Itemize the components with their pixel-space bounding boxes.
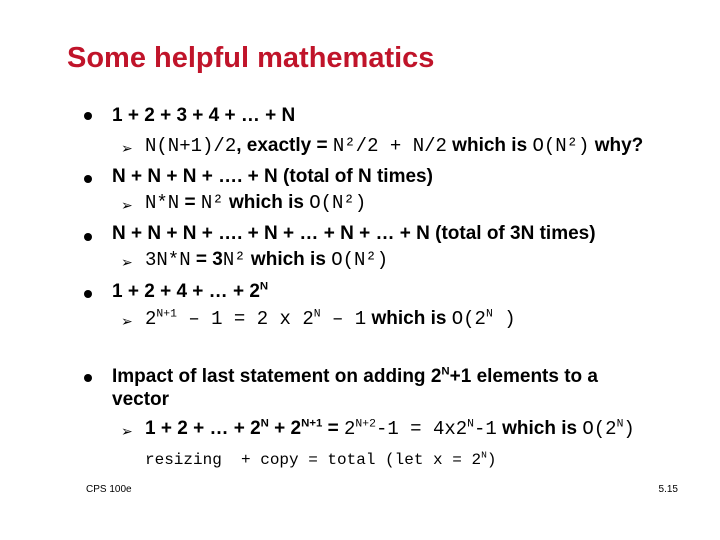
superscript: N+1 [301, 417, 323, 430]
superscript: N [260, 417, 269, 430]
item-3-sub [145, 249, 388, 271]
item-1-main: 1 + 2 + 3 + 4 + … + N [112, 105, 296, 126]
item-4-sub [145, 308, 516, 330]
text: which is [223, 192, 310, 213]
formula: $2^{N+2}-1 = 4x2^N-1$ [344, 418, 497, 440]
formula: N²/2 + N/2 [332, 135, 447, 157]
big-o: O(N²) [309, 192, 367, 214]
formula: N*N [145, 192, 180, 214]
text: which is [496, 418, 583, 439]
item-5-main [112, 366, 598, 388]
arrow-icon: ➢ [121, 140, 133, 156]
formula: N² [200, 192, 224, 214]
formula: 3N*N [145, 249, 191, 271]
bullet-icon [84, 112, 92, 120]
text: + 2 [268, 418, 302, 439]
text: which is [245, 249, 332, 270]
item-2-main: N + N + N + …. + N (total of N times) [112, 166, 433, 187]
slide-title: Some helpful mathematics [67, 42, 435, 74]
text: = 3 [190, 249, 223, 270]
text: 1 + 2 + … + 2 [145, 418, 261, 439]
item-3-main: N + N + N + …. + N + … + N + … + N (total of 3N times) [112, 223, 596, 244]
text: which is [366, 308, 452, 329]
text: = [179, 192, 201, 213]
superscript: N [259, 280, 269, 293]
bullet-icon [84, 175, 92, 183]
bullet-icon [84, 374, 92, 382]
text: why? [589, 135, 644, 156]
item-1-sub [145, 135, 643, 157]
bullet-icon [84, 290, 92, 298]
text: Impact of last statement on adding 2 [112, 366, 442, 387]
text: , exactly = [236, 135, 333, 156]
text: +1 elements to a [449, 366, 598, 387]
text: 1 + 2 + 4 + … + 2 [112, 281, 260, 302]
arrow-icon: ➢ [121, 197, 133, 213]
text: which is [446, 135, 533, 156]
big-o: O(N²) [532, 135, 590, 157]
item-4-main [112, 281, 268, 303]
arrow-icon: ➢ [121, 313, 133, 329]
big-o: O(N²) [331, 249, 389, 271]
footer-course: CPS 100e [86, 484, 132, 495]
bullet-icon [84, 233, 92, 241]
formula: N(N+1)/2 [145, 135, 237, 157]
item-2-sub [145, 192, 366, 214]
item-5-code: resizing + copy = total (let $x = 2^N$) [145, 449, 497, 469]
footer-page-number: 5.15 [658, 484, 678, 495]
text: = [322, 418, 345, 439]
item-5-main-line2: vector [112, 389, 170, 410]
item-5-sub [145, 418, 635, 440]
formula: N² [222, 249, 246, 271]
formula: $2^{N+1} - 1 = 2$ x $2^N - 1$ [145, 308, 367, 330]
arrow-icon: ➢ [121, 423, 133, 439]
big-o: $O(2^N$ ) [451, 308, 516, 330]
big-o: $O(2^N)$ [582, 418, 635, 440]
superscript: N [441, 365, 450, 378]
arrow-icon: ➢ [121, 254, 133, 270]
